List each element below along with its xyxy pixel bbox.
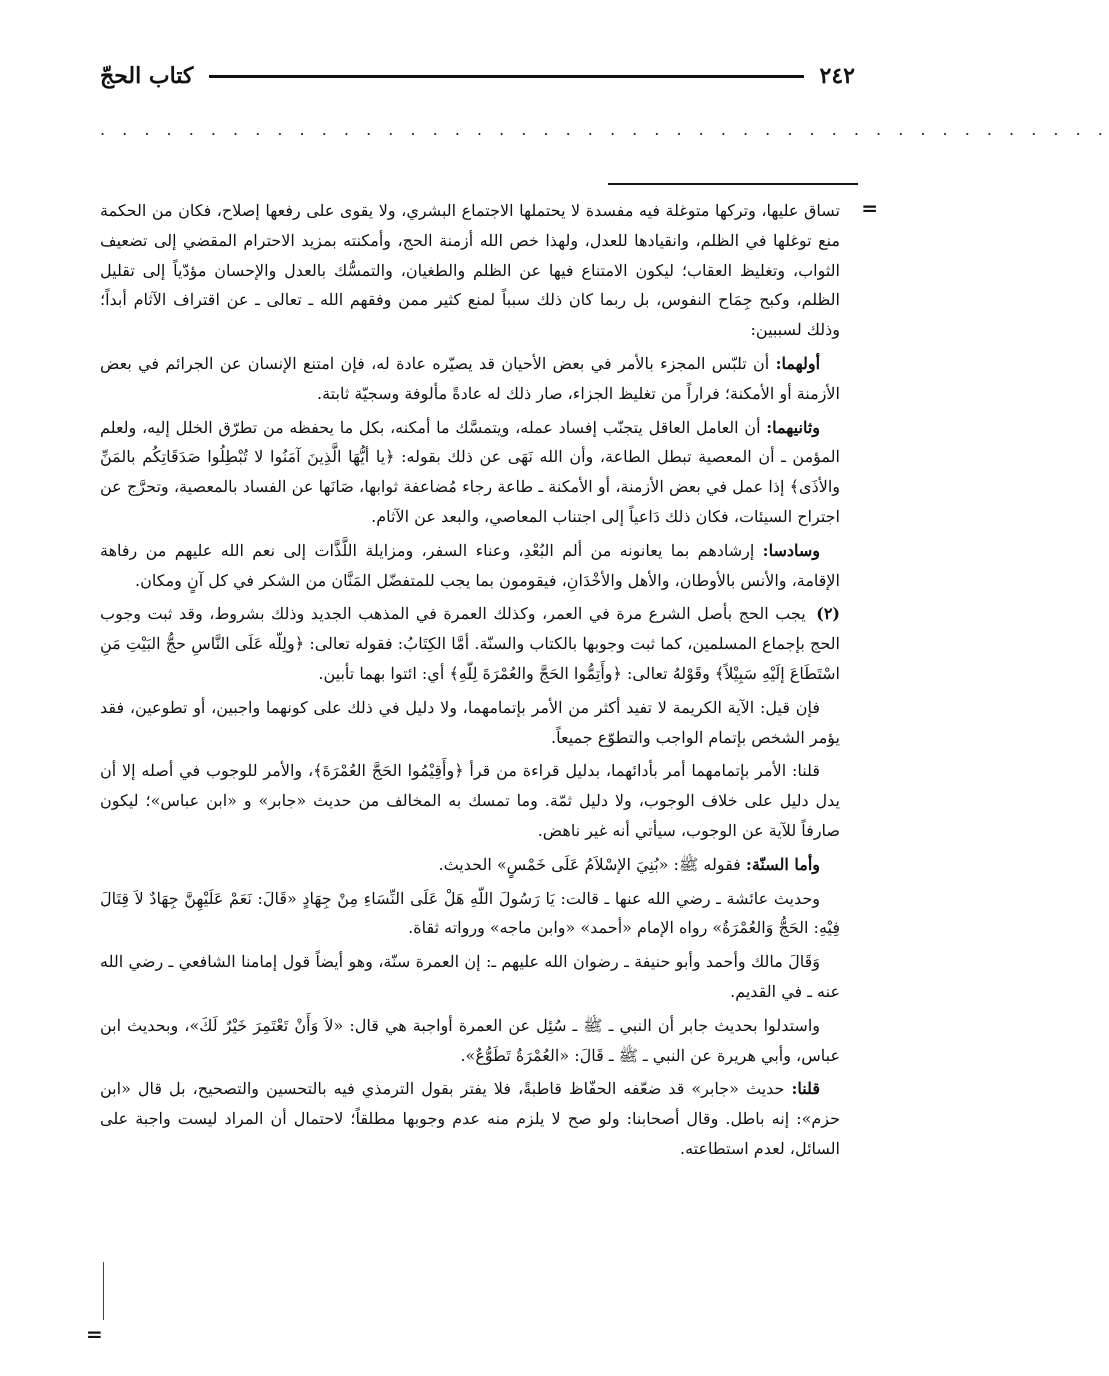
paragraph-text: فقوله ﷺ: «بُنِيَ الإسْلاَمُ عَلَى خَمْسٍ» الحديث. [438, 854, 746, 874]
paragraph-lead: وسادسا: [762, 540, 820, 560]
footnote-body [100, 196, 840, 1168]
paragraph [100, 536, 840, 596]
paragraph [100, 349, 840, 409]
running-header [100, 58, 855, 94]
paragraph [100, 756, 840, 845]
paragraph-text: أن تلبّس المجزء بالأمر في بعض الأحيان قد يصيّره عادة له، فإن امتنع الإنسان عن الجرائم في بعض الأزمنة أو الأمكنة؛ فراراً من تغليظ الجزاء، صار ذلك له عادةً مألوفة وسجيّة ثابتة. [100, 353, 840, 403]
paragraph [100, 1011, 840, 1071]
paragraph-text: تساق عليها، وتركها متوغلة فيه مفسدة لا يحتملها الاجتماع البشري، ولا يقوى على رفعها إصلاح، فكان من الحكمة منع توغلها في الظلم، وانقيادها للعدل، ولهذا خص الله أزمنة الحج، وأمكنته بمزيد الاحترام المقضي إلى تضعيف الثواب، وتغليظ العقاب؛ ليكون الامتناع فيها عن الظلم والطغيان، والتمسُّك بالعدل والإحسان مؤدّياً إلى تقليل الظلم، وكبح جِمَاح النفوس، بل ربما كان ذلك سبباً لمنع كثير ممن وفقهم الله ـ تعالى ـ عن اقتراف الآثام أبداً؛ وذلك لسببين: [100, 201, 840, 340]
footnote-number: (٢) [816, 604, 840, 624]
paragraph [100, 1074, 840, 1163]
footnote-rule [608, 183, 858, 185]
paragraph [100, 413, 840, 532]
page-number: ٢٤٢ [819, 63, 855, 89]
book-title: كتاب الحجّ [100, 63, 194, 89]
paragraph-lead: أولهما: [775, 353, 821, 373]
paragraph [100, 947, 840, 1007]
paragraph-text: قلنا: الأمر بإتمامهما أمر بأدائهما، بدليل قراءة من قرأ ﴿وأَقِيْمُوا الحَجَّ العُمْرَةَ﴾، والأمر للوجوب في أصله إلا أن يدل دليل على خلاف الوجوب، ولا دليل ثمّة. وما تمسك به المخالف من حديث «جابر» و «ابن عباس»؛ ليكون صارفاً للآية عن الوجوب، سيأتي أنه غير ناهض. [100, 761, 840, 840]
paragraph-text: فإن قيل: الآية الكريمة لا تفيد أكثر من الأمر بإتمامهما، ولا دليل في ذلك على كونهما واجبين، أو تطوعين، فقد يؤمر الشخص بإتمام الواجب والتطوّع جميعاً. [100, 697, 840, 747]
header-rule [209, 75, 803, 78]
paragraph [100, 196, 840, 345]
paragraph [100, 850, 840, 880]
paragraph-text: إرشادهم بما يعانونه من ألم البُعْدِ، وعناء السفر، ومزايلة اللَّذَّات إلى نعم الله عليهم من رفاهة الإقامة، والأنس بالأوطان، والأهل والأخْدَانِ، فيقومون بما يجب للمتفضّل المَنَّان من الشكر في كل آنٍ ومكان. [100, 540, 840, 590]
paragraph-text: يجب الحج بأصل الشرع مرة في العمر، وكذلك العمرة في المذهب الجديد وذلك بشروط، وقد ثبت وجوب الحج بإجماع المسلمين، كما ثبت وجوبها بالكتاب والسنّة. أمَّا الكِتَابُ: فقوله تعالى: ﴿ولِلّه عَلَى النَّاسِ حجُّ البَيْتِ مَنِ اسْتَطَاعَ إلَيْهِ سَبِيْلاً﴾ وقَوْلهُ تعالى: ﴿وأَتِمُّوا الحَجَّ والعُمْرَةَ لِلّهِ﴾ أي: ائتوا بهما تأبين. [100, 604, 840, 683]
paragraph-text: واستدلوا بحديث جابر أن النبي ـ ﷺ ـ سُئِل عن العمرة أواجبة هي قال: «لاَ وَأَنْ تَعْتَمِرَ خَيْرٌ لَكَ»، وبحديث ابن عباس، وأبي هريرة عن النبي ـ ﷺ ـ قَالَ: «العُمْرَةُ تَطَوُّعٌ». [100, 1015, 840, 1065]
paragraph-lead: وأما السنّة: [745, 854, 820, 874]
continued-mark-bottom: = [86, 1322, 103, 1346]
paragraph-text: أن العامل العاقل يتجنّب إفساد عمله، ويتمسَّك ما أمكنه، بكل ما يحفظه من تطرّق الخلل إليه، ولعلم المؤمن ـ أن المعصية تبطل الطاعة، وأن الله نَهَى عن ذلك بقوله: ﴿يا أيُّهَا الَّذِينَ آمَنُوا لا تُبْطِلُوا صَدَقَاتِكُم بالمَنِّ والأذَى﴾ إذا عمل في بعض الأزمنة، أو الأمكنة ـ طاعة رجاء مُضاعفة ثوابها، صَانَها عن الفساد بالمعصية، وتحرَّج عن اجتراح السيئات، فكان ذلك دَاعياً إلى اجتناب المعاصي، والبعد عن الآثام. [100, 417, 840, 526]
continued-mark-top: = [861, 196, 878, 220]
paragraph-text: وَقَالَ مالك وأحمد وأبو حنيفة ـ رضوان الله عليهم ـ: إن العمرة سنّة، وهو أيضاً قول إمامنا الشافعي ـ رضي الله عنه ـ في القديم. [100, 952, 840, 1001]
footnote-2 [100, 599, 840, 688]
paragraph [100, 693, 840, 753]
paragraph-text: حديث «جابر» قد ضعّفه الحفّاظ قاطبةً، فلا يفتر بقول الترمذي فيه بالتحسين والتصحيح، بل قال «ابن حزم»: إنه باطل. وقال أصحابنا: ولو صح لا يلزم منه عدم وجوبها مطلقاً؛ لاحتمال أن المراد ليست واجبة على السائل، لعدم استطاعته. [100, 1079, 840, 1158]
paragraph-lead: وثانيهما: [766, 417, 821, 437]
paragraph-text: وحديث عائشة ـ رضي الله عنها ـ قالت: يَا رَسُولَ اللّهِ هَلْ عَلَى النِّسَاءِ مِنْ جِهَادٍ «قَالَ: نَعَمْ عَلَيْهِنَّ جِهَادٌ لاَ قِتَالَ فِيْهِ: الحَجُّ وَالعُمْرَةُ» رواه الإمام «أحمد» «وابن ماجه» ورواته ثقاة. [100, 888, 840, 938]
paragraph-lead: قلنا: [791, 1079, 820, 1099]
paragraph [100, 884, 840, 944]
margin-line [103, 1262, 104, 1320]
dotted-separator: . . . . . . . . . . . . . . . . . . . . . . . . . . . . . . . . . . . . . . . . . . . . . . [100, 120, 1109, 139]
